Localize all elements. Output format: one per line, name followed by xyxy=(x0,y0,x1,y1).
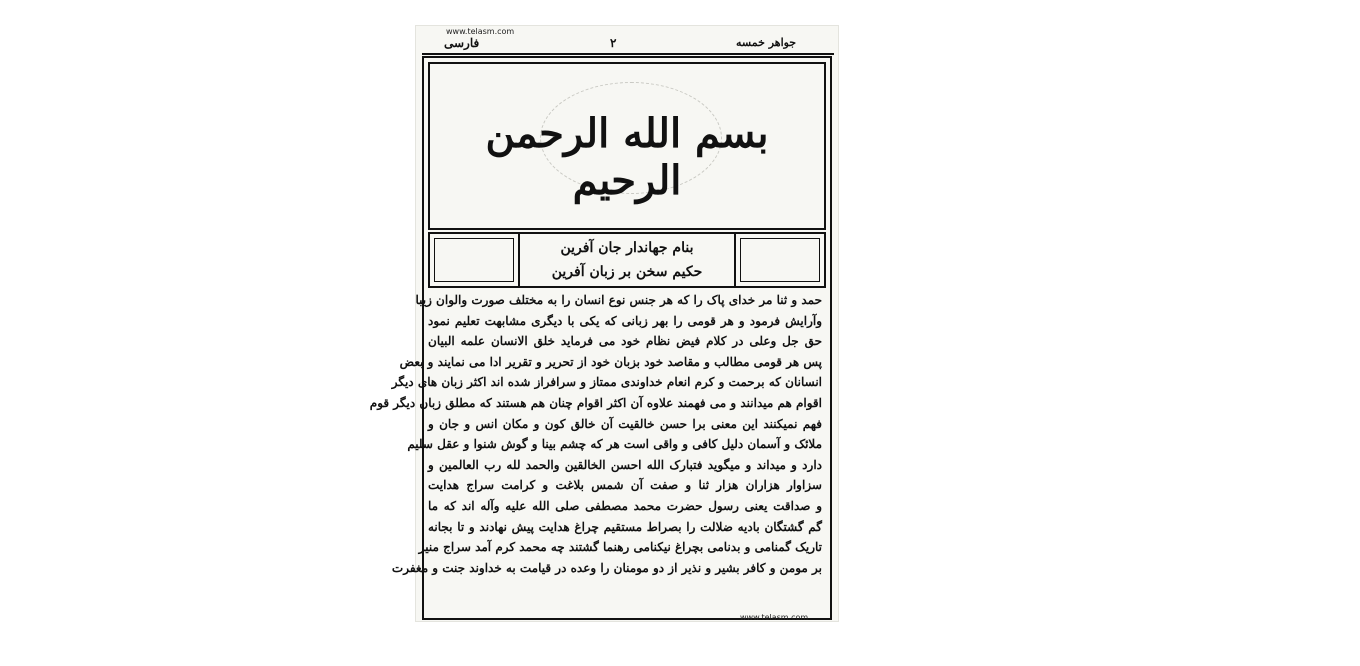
header-language-label: فارسی xyxy=(444,36,480,50)
site-watermark-bottom: www.telasm.com xyxy=(740,613,809,622)
bismillah-calligraphy: بسم الله الرحمن الرحیم xyxy=(485,110,769,204)
body-line: وآرایش فرمود و هر قومی را بهر زبانی که یکی با دیگری مشابهت تعلیم نمود xyxy=(428,313,822,328)
body-line: انسانان که برحمت و کرم انعام خداوندی ممتاز و سرافراز شده اند اکثر زبان های دیگر xyxy=(391,375,822,390)
band-side-box-right xyxy=(734,234,824,286)
couplet-line-2: حکیم سخن بر زبان آفرین xyxy=(551,264,703,280)
opening-couplet xyxy=(522,236,732,284)
body-line: و صداقت یعنی رسول حضرت محمد مصطفی صلی الله علیه وآله اند که ما xyxy=(428,498,822,513)
page-number: ۲ xyxy=(610,36,617,50)
body-line: دارد و میداند و میگوید فتبارک الله احسن الخالقین والحمد لله رب العالمین و xyxy=(428,457,822,472)
header-rule xyxy=(422,53,834,55)
body-line: حمد و ثنا مر خدای پاک را که هر جنس نوع انسان را به مختلف صورت والوان زیبا xyxy=(415,293,822,307)
body-line: سزاوار هزاران هزار ثنا و صفت آن شمس بلاغت و کرامت سراج هدایت xyxy=(428,478,822,493)
page-frame xyxy=(369,56,832,620)
body-line: فهم نمیکنند این معنی برا حسن خالقیت آن خالق کون و مکان انس و جان و xyxy=(428,416,822,431)
body-line: تاریک گمنامی و بدنامی بچراغ نیکنامی رهنما گشتند چه محمد کرم آمد سراج منیر xyxy=(418,540,822,555)
site-watermark-top: www.telasm.com xyxy=(446,27,515,36)
body-line: حق جل وعلی در کلام فیض نظام خود می فرماید خلق الانسان علمه البیان xyxy=(428,334,822,349)
running-title: جواهر خمسه xyxy=(736,36,797,49)
body-line: پس هر قومی مطالب و مقاصد خود بزبان خود از تحریر و تقریر ادا می نمایند و بعض xyxy=(399,354,822,369)
bismillah-panel xyxy=(428,62,826,230)
couplet-line-1: بنام جهاندار جان آفرین xyxy=(560,240,694,256)
body-line: بر مومن و کافر بشیر و نذیر از دو مومنان را وعده در قیامت به خداوند جنت و مغفرت xyxy=(391,560,822,575)
body-line: اقوام هم میدانند و می فهمند علاوه آن اکثر اقوام چنان هم هستند که مطلق زبان دیگر قوم xyxy=(369,395,822,410)
couplet-band xyxy=(428,232,826,288)
band-side-box-left xyxy=(430,234,520,286)
body-line: ملائک و آسمان دلیل کافی و واقی است هر که چشم بینا و گوش شنوا و عقل سلیم xyxy=(407,437,822,452)
scanned-page xyxy=(369,26,838,622)
body-text xyxy=(369,290,822,578)
body-line: گم گشتگان بادیه ضلالت را بصراط مستقیم چراغ هدایت پیش نهادند و تا بجانه xyxy=(428,519,822,534)
